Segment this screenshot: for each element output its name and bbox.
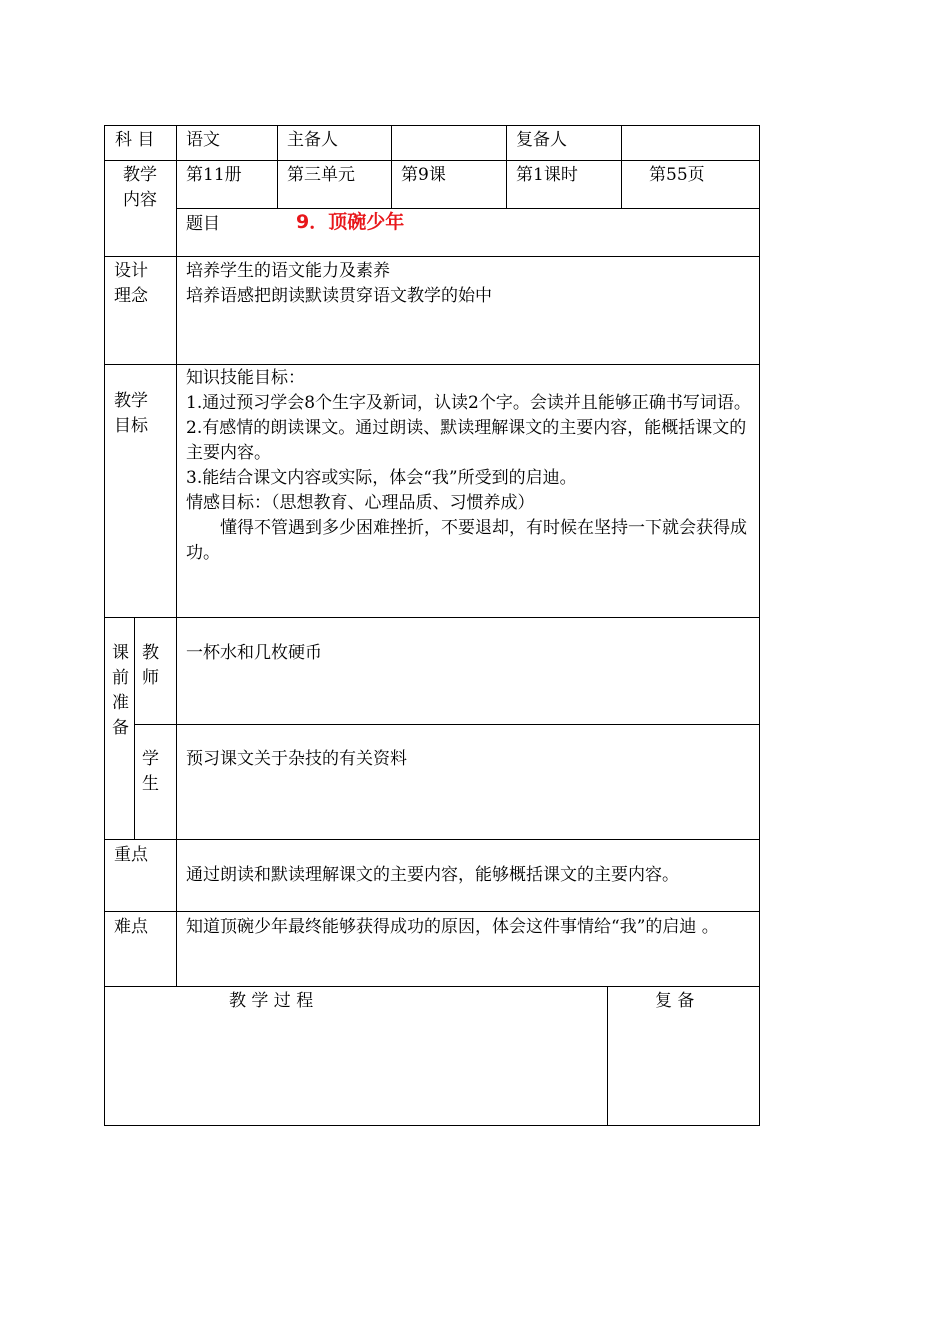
subject-label: 科 目 xyxy=(115,130,155,150)
period: 第1课时 xyxy=(516,165,578,185)
table-border xyxy=(104,839,760,840)
key-point-label: 重点 xyxy=(114,845,148,865)
lesson: 第9课 xyxy=(401,165,446,185)
topic-label: 题目 xyxy=(186,214,220,234)
page-number: 第55页 xyxy=(649,165,705,185)
goal-item: 3.能结合课文内容或实际，体会“我”所受到的启迪。 xyxy=(186,468,577,488)
table-border xyxy=(607,986,608,1126)
emotion-heading: 情感目标：（思想教育、心理品质、习惯养成） xyxy=(186,493,535,513)
table-border xyxy=(104,617,760,618)
difficulty-label: 难点 xyxy=(114,917,148,937)
goal-item: 1.通过预习学会8个生字及新词，认读2个字。会读并且能够正确书写词语。 xyxy=(186,393,751,413)
subject-value: 语文 xyxy=(186,130,220,150)
table-border xyxy=(104,364,760,365)
table-border xyxy=(621,125,622,209)
table-border xyxy=(177,208,760,209)
process-label: 教 学 过 程 xyxy=(229,991,314,1011)
table-border xyxy=(104,986,760,987)
key-point-text: 通过朗读和默读理解课文的主要内容，能够概括课文的主要内容。 xyxy=(186,865,679,885)
prep-label: 课前准备 xyxy=(112,643,129,738)
knowledge-heading: 知识技能目标： xyxy=(186,368,305,388)
table-border xyxy=(104,125,760,126)
table-border xyxy=(104,911,760,912)
emotion-text: 懂得不管遇到多少困难挫折，不要退却，有时候在坚持一下就会获得成功。 xyxy=(186,518,747,563)
goals-content xyxy=(186,366,754,566)
review-label: 复 备 xyxy=(655,991,695,1011)
table-border xyxy=(391,125,392,209)
table-border xyxy=(104,160,760,161)
lead-preparer-label: 主备人 xyxy=(287,130,338,150)
table-border xyxy=(104,256,760,257)
difficulty-text: 知道顶碗少年最终能够获得成功的原因，体会这件事情给“我”的启迪 。 xyxy=(186,917,719,937)
goal-item: 2.有感情的朗读课文。通过朗读、默读理解课文的主要内容，能概括课文的主要内容。 xyxy=(186,418,747,463)
teacher-label: 教师 xyxy=(142,643,159,688)
design-line: 培养语感把朗读默读贯穿语文教学的始中 xyxy=(186,286,492,306)
design-label: 设计理念 xyxy=(114,261,148,306)
teacher-text: 一杯水和几枚硬币 xyxy=(186,643,322,663)
table-border xyxy=(277,125,278,209)
student-label: 学生 xyxy=(142,749,159,794)
co-preparer-label: 复备人 xyxy=(516,130,567,150)
table-border xyxy=(506,125,507,209)
goals-label: 教学目标 xyxy=(114,391,148,436)
student-text: 预习课文关于杂技的有关资料 xyxy=(186,749,407,769)
content-label: 教学内容 xyxy=(123,165,157,210)
topic-title: 9．顶碗少年 xyxy=(296,211,405,233)
volume: 第11册 xyxy=(186,165,242,185)
table-border xyxy=(176,125,177,986)
table-border xyxy=(134,617,135,840)
table-border xyxy=(759,125,760,1126)
table-border xyxy=(104,1125,760,1126)
unit: 第三单元 xyxy=(287,165,355,185)
table-border xyxy=(104,125,105,1126)
table-border xyxy=(134,724,760,725)
design-line: 培养学生的语文能力及素养 xyxy=(186,261,390,281)
